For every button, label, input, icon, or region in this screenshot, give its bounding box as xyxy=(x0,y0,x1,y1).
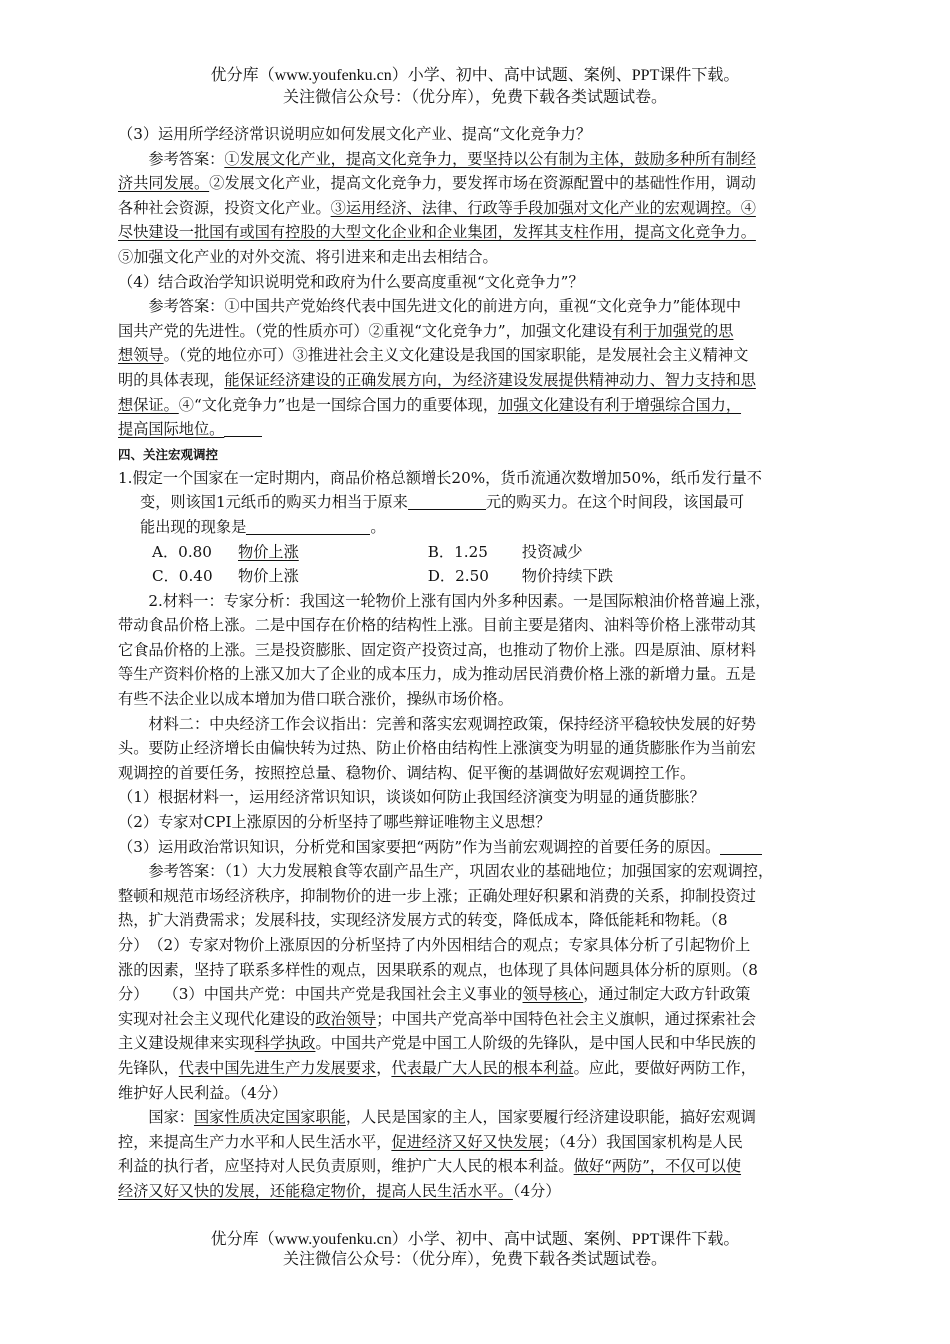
option-b-text: 投资减少 xyxy=(521,542,583,561)
option-a: A．0.80 物价上涨 xyxy=(152,542,299,561)
sub-question-1: （1）根据材料一，运用经济常识知识，谈谈如何防止我国经济演变为明显的通货膨胀？ xyxy=(118,788,705,807)
material-1: 2.材料一：专家分析：我国这一轮物价上涨有国内外多种因素。一是国际粮油价格普遍上涨， xyxy=(148,591,771,610)
answer-line: 主义建设规律来实现科学执政。中国共产党是中国工人阶级的先锋队，是中国人民和中华民族的 xyxy=(118,1034,756,1053)
answer-line: 分） （3）中国共产党：中国共产党是我国社会主义事业的领导核心，通过制定大政方针政策 xyxy=(118,985,751,1004)
item1-stem: 变，则该国1元纸币的购买力相当于原来 元的购买力。在这个时间段，该国最可 xyxy=(140,493,745,512)
answer-blank xyxy=(408,493,486,510)
sub-question-2: （2）专家对CPI上涨原因的分析坚持了哪些辩证唯物主义思想？ xyxy=(118,813,551,832)
answer-line: 参考答案：（1）大力发展粮食等农副产品生产，巩固农业的基础地位；加强国家的宏观调控， xyxy=(148,862,774,881)
q3-answer-line: 尽快建设一批国有或国有控股的大型文化企业和企业集团，发挥其支柱作用，提高文化竞争力。 xyxy=(118,223,756,242)
material-1: 有些不法企业以成本增加为借口联合涨价，操纵市场价格。 xyxy=(118,690,513,709)
item1-options-row xyxy=(118,564,830,589)
item1-stem: 1.假定一个国家在一定时期内，商品价格总额增长20%，货币流通次数增加50%，纸币发行量不 xyxy=(118,468,762,487)
answer-line: 利益的执行者，应坚持对人民负责原则，维护广大人民的根本利益。做好“两防”，不仅可以使 xyxy=(118,1157,742,1176)
document-body xyxy=(118,122,830,1204)
option-c-key: C．0.40 xyxy=(152,567,213,586)
answer-line: 涨的因素，坚持了联系多样性的观点，因果联系的观点，也体现了具体问题具体分析的原则。（8 xyxy=(118,960,758,979)
q4-question: （4）结合政治学知识说明党和政府为什么要高度重视“文化竞争力”？ xyxy=(118,272,584,291)
q3-answer-line: 各种社会资源，投资文化产业。③运用经济、法律、行政等手段加强对文化产业的宏观调控。④ xyxy=(118,198,756,217)
option-b-key: B．1.25 xyxy=(427,542,488,561)
option-d-text: 物价持续下跌 xyxy=(521,567,613,586)
answer-line: 分） （2）专家对物价上涨原因的分析坚持了内外因相结合的观点；专家具体分析了引起物价上 xyxy=(118,936,751,954)
material-2: 材料二：中央经济工作会议指出：完善和落实宏观调控政策，保持经济平稳较快发展的好势 xyxy=(148,714,756,733)
option-d-key: D．2.50 xyxy=(427,567,489,586)
q3-answer-line: ⑤加强文化产业的对外交流、将引进来和走出去相结合。 xyxy=(118,247,498,266)
answer-line: 整顿和规范市场经济秩序，抑制物价的进一步上涨；正确处理好积累和消费的关系，抑制投资过 xyxy=(118,886,756,905)
option-c-text: 物价上涨 xyxy=(238,567,299,586)
q4-answer-line: 想保证。④“文化竞争力”也是一国综合国力的重要体现，加强文化建设有利于增强综合国力， xyxy=(118,395,742,414)
answer-line: 国家：国家性质决定国家职能，人民是国家的主人，国家要履行经济建设职能，搞好宏观调 xyxy=(148,1108,756,1127)
section-title: 四、关注宏观调控 xyxy=(118,446,219,462)
q4-answer-line: 明的具体表现，能保证经济建设的正确发展方向，为经济建设发展提供精神动力、智力支持和思 xyxy=(118,370,756,389)
q3-answer-line: 参考答案：①发展文化产业，提高文化竞争力，要坚持以公有制为主体，鼓励多种所有制经 xyxy=(148,149,756,168)
footer-line-1: 优分库（www.youfenku.cn）小学、初中、高中试题、案例、PPT课件下载。 xyxy=(210,1231,740,1248)
header-line-2: 关注微信公众号：（优分库），免费下载各类试题试卷。 xyxy=(282,89,667,106)
answer-line: 先锋队，代表中国先进生产力发展要求，代表最广大人民的根本利益。应此，要做好两防工作， xyxy=(118,1058,756,1077)
answer-line: 热，扩大消费需求；发展科技，实现经济发展方式的转变，降低成本，降低能耗和物耗。（8 xyxy=(118,911,728,930)
item1-stem: 能出现的现象是 。 xyxy=(140,517,386,536)
item1-options-row xyxy=(118,540,830,565)
material-2: 观调控的首要任务，按照控总量、稳物价、调结构、促平衡的基调做好宏观调控工作。 xyxy=(118,763,696,782)
q3-answer-line: 济共同发展。②发展文化产业，提高文化竞争力，要发挥市场在资源配置中的基础性作用，调动 xyxy=(118,174,756,193)
answer-blank xyxy=(246,518,370,535)
sub-question-3: （3）运用政治常识知识，分析党和国家要把“两防”作为当前宏观调控的首要任务的原因。 xyxy=(118,835,830,860)
answer-line: 实现对社会主义现代化建设的政治领导；中国共产党高举中国特色社会主义旗帜，通过探索社会 xyxy=(118,1009,756,1028)
header-line-1: 优分库（www.youfenku.cn）小学、初中、高中试题、案例、PPT课件下载。 xyxy=(210,67,740,84)
q3-question: （3）运用所学经济常识说明应如何发展文化产业、提高“文化竞争力？ xyxy=(118,125,592,143)
q4-answer-line: 想领导。（党的地位亦可）③推进社会主义文化建设是我国的国家职能，是发展社会主义精神文 xyxy=(118,346,749,365)
footer-line-2: 关注微信公众号：（优分库），免费下载各类试题试卷。 xyxy=(282,1251,667,1268)
answer-line: 经济又好又快的发展，还能稳定物价，提高人民生活水平。（4分） xyxy=(118,1181,561,1200)
material-2: 头。要防止经济增长由偏快转为过热、防止价格由结构性上涨演变为明显的通货膨胀作为当前宏 xyxy=(118,739,756,758)
material-1: 它食品价格的上涨。三是投资膨胀、固定资产投资过高，也推动了物价上涨。四是原油、原材料 xyxy=(118,640,756,659)
q4-answer-line: 参考答案：①中国共产党始终代表中国先进文化的前进方向，重视“文化竞争力”能体现中 xyxy=(148,297,742,316)
answer-line: 控，来提高生产力水平和人民生活水平，促进经济又好又快发展；（4分）我国国家机构是人民 xyxy=(118,1132,743,1151)
material-1: 带动食品价格上涨。二是中国存在价格的结构性上涨。目前主要是猪肉、油料等价格上涨带动其 xyxy=(118,616,756,635)
material-1: 等生产资料价格的上涨又加大了企业的成本压力，成为推动居民消费价格上涨的新增力量。五是 xyxy=(118,665,756,684)
q4-answer-line: 国共产党的先进性。（党的性质亦可）②重视“文化竞争力”，加强文化建设有利于加强党的思 xyxy=(118,321,734,340)
q4-answer-line: 提高国际地位。 xyxy=(118,417,830,442)
answer-line: 维护好人民利益。（4分） xyxy=(118,1083,288,1102)
